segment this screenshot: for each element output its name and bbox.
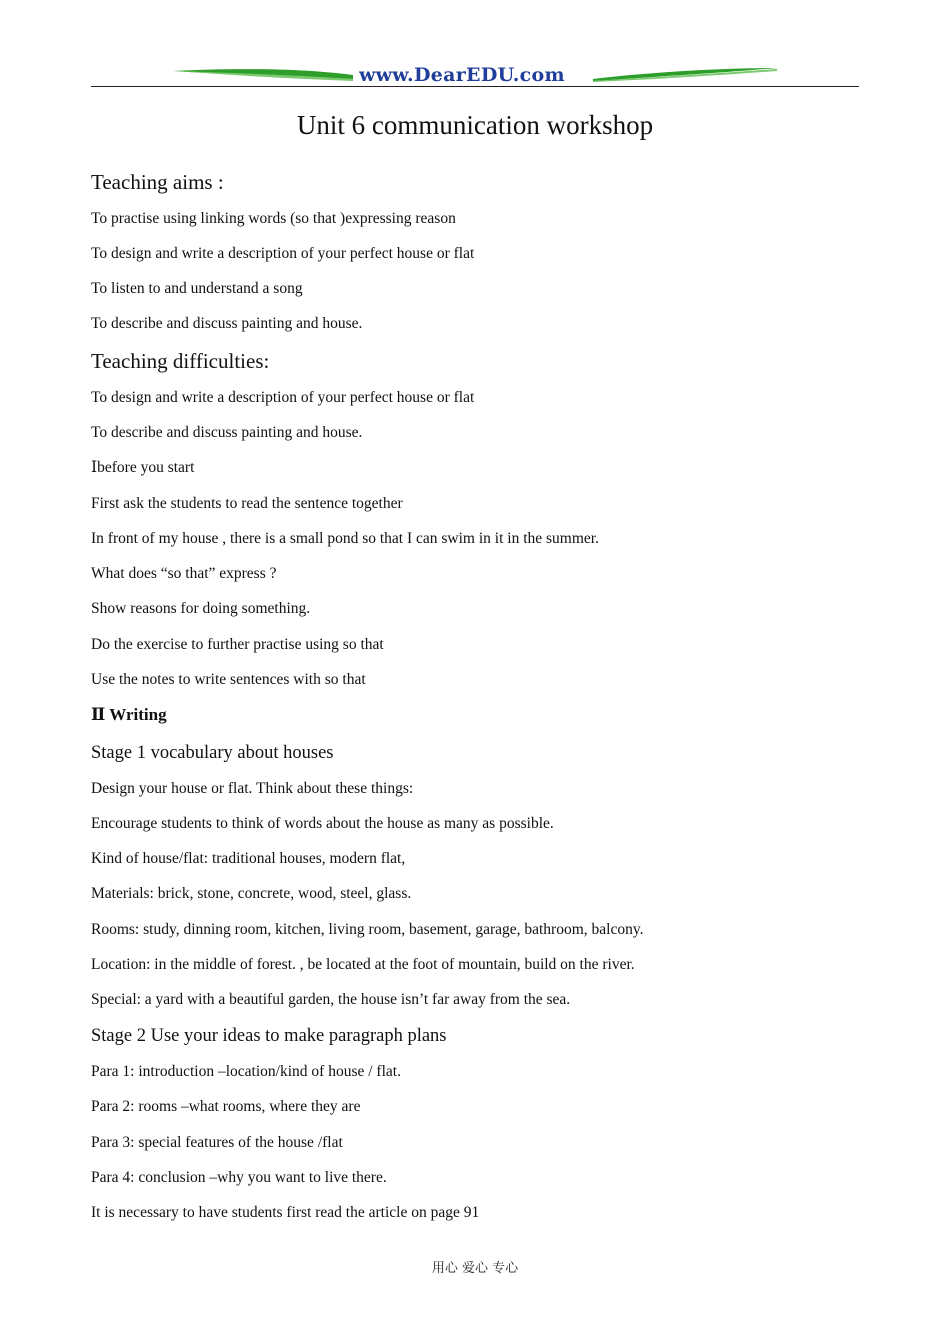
logo-text: www.DearEDU.com — [359, 64, 565, 86]
stage-1-heading: Stage 1 vocabulary about houses — [91, 743, 334, 763]
text-line: Use the notes to write sentences with so that — [91, 671, 366, 688]
text-line: Location: in the middle of forest. , be located at the foot of mountain, build on the river. — [91, 956, 635, 973]
text-line: It is necessary to have students first read the article on page 91 — [91, 1204, 480, 1221]
text-line: To design and write a description of your perfect house or flat — [91, 245, 475, 262]
site-logo — [91, 62, 859, 88]
text-line: Materials: brick, stone, concrete, wood, steel, glass. — [91, 885, 412, 902]
text-line: What does “so that” express ? — [91, 565, 277, 582]
text-line: Encourage students to think of words about the house as many as possible. — [91, 815, 554, 832]
text-line: Show reasons for doing something. — [91, 600, 311, 617]
text-line: Do the exercise to further practise using so that — [91, 636, 384, 653]
page-header — [91, 62, 859, 88]
stage-2-heading: Stage 2 Use your ideas to make paragraph plans — [91, 1026, 447, 1046]
section-heading-teaching-difficulties: Teaching difficulties: — [91, 349, 270, 373]
text-line: Para 2: rooms –what rooms, where they are — [91, 1098, 361, 1115]
text-line: Special: a yard with a beautiful garden, the house isn’t far away from the sea. — [91, 991, 571, 1008]
page-title: Unit 6 communication workshop — [296, 110, 654, 140]
text-line: Para 3: special features of the house /flat — [91, 1134, 343, 1151]
section-heading-teaching-aims: Teaching aims : — [91, 170, 224, 194]
text-line: Rooms: study, dinning room, kitchen, living room, basement, garage, bathroom, balcony. — [91, 921, 644, 938]
text-line: Kind of house/flat: traditional houses, modern flat, — [91, 850, 406, 867]
right-swoosh — [593, 68, 777, 81]
text-line: Design your house or flat. Think about these things: — [91, 780, 414, 797]
text-line: To listen to and understand a song — [91, 280, 303, 297]
text-line: Para 1: introduction –location/kind of house / flat. — [91, 1063, 401, 1080]
text-line: To design and write a description of your perfect house or flat — [91, 389, 475, 406]
section-label-before-you-start: Ⅰbefore you start — [91, 459, 195, 476]
text-line: First ask the students to read the sentence together — [91, 495, 403, 512]
section-heading-writing: Ⅱ Writing — [91, 705, 167, 724]
text-line: Para 4: conclusion –why you want to live there. — [91, 1169, 387, 1186]
page-footer: 用心 爱心 专心 — [431, 1261, 519, 1276]
header-divider — [91, 86, 859, 87]
text-line: To describe and discuss painting and house. — [91, 315, 363, 332]
text-line: To describe and discuss painting and house. — [91, 424, 363, 441]
text-line: To practise using linking words (so that )expressing reason — [91, 210, 456, 227]
text-line: In front of my house , there is a small pond so that I can swim in it in the summer. — [91, 530, 599, 547]
